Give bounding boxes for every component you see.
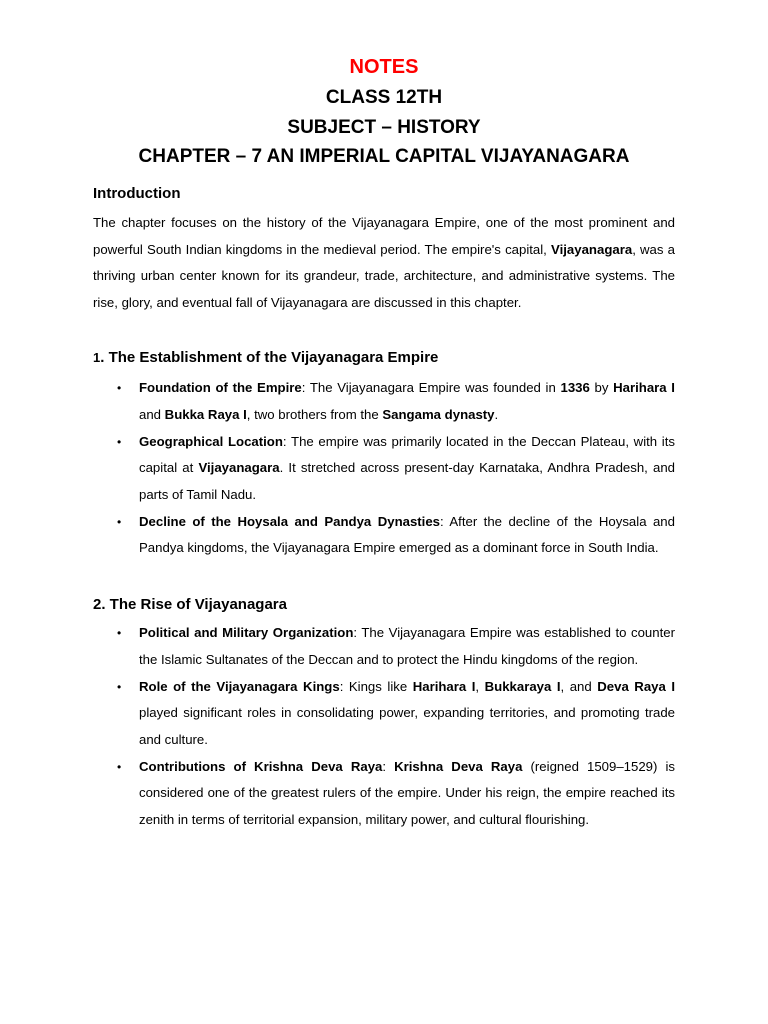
section1-heading-text: . The Establishment of the Vijayanagara Empire: [100, 349, 439, 366]
item-bold: Deva Raya I: [597, 678, 676, 694]
item-text: ,: [475, 678, 485, 694]
item-text: : The empire was primarily located in the Deccan Plateau, with its capital at: [139, 433, 675, 475]
intro-text-1: The chapter focuses on the history of the Vijayanagara Empire, one of the most prominent and powerful South Indian kingdoms in the medieval period. The empire's capital,: [93, 215, 675, 257]
item-text: played significant roles in consolidating power, expanding territories, and promoting trade and culture.: [139, 705, 675, 747]
bullet-icon: •: [117, 679, 122, 694]
section2-heading: 2. The Rise of Vijayanagara: [93, 596, 287, 613]
item-bold: Contributions of Krishna Deva Raya: [139, 758, 383, 774]
list-item: [117, 375, 675, 428]
intro-bold-capital: Vijayanagara: [551, 241, 633, 257]
class-title: CLASS 12TH: [325, 87, 443, 108]
item-text: : The Vijayanagara Empire was established to counter the Islamic Sultanates of the Deccan and to protect the Hindu kingdoms of the region.: [139, 625, 675, 667]
bullet-icon: •: [117, 759, 122, 774]
section1-number: 1: [93, 350, 101, 365]
list-item: [117, 674, 676, 754]
item-bold: Geographical Location: [139, 433, 283, 449]
item-bold: Foundation of the Empire: [139, 380, 302, 395]
section1-heading: [93, 348, 438, 368]
item-bold: Vijayanagara: [198, 460, 280, 475]
item-text: and: [139, 406, 165, 422]
bullet-icon: •: [117, 434, 122, 449]
item-bold: Bukka Raya I: [164, 406, 247, 422]
intro-paragraph: [93, 210, 675, 316]
intro-heading: Introduction: [93, 185, 181, 202]
item-bold: Decline of the Hoysala and Pandya Dynasties: [139, 513, 441, 529]
item-text: , two brothers from the: [246, 406, 383, 422]
item-bold: Harihara I: [613, 380, 675, 395]
section2-list: [117, 620, 676, 834]
item-bold: Bukkaraya I: [484, 678, 561, 694]
item-text: : Kings like: [339, 678, 413, 694]
item-bold: Krishna Deva Raya: [394, 758, 523, 774]
notes-title: NOTES: [349, 56, 419, 78]
item-bold: 1336: [560, 380, 590, 395]
item-text: :: [382, 758, 395, 774]
item-text: by: [589, 380, 614, 395]
item-bold: Role of the Vijayanagara Kings: [139, 678, 340, 694]
intro-text-2: , was a thriving urban center known for its grandeur, trade, architecture, and administrative systems. The rise, glory, and eventual fall of Vijayanagara are discussed in this chapter.: [93, 241, 675, 310]
subject-title: SUBJECT – HISTORY: [287, 117, 481, 138]
bullet-icon: •: [117, 514, 122, 529]
section1-list: [117, 375, 675, 562]
item-text: , and: [560, 678, 598, 694]
list-item: [117, 429, 675, 509]
bullet-icon: •: [117, 381, 122, 395]
item-text: : The Vijayanagara Empire was founded in: [301, 380, 561, 395]
chapter-title: CHAPTER – 7 AN IMPERIAL CAPITAL VIJAYANAGARA: [138, 146, 630, 167]
bullet-icon: •: [117, 626, 122, 640]
item-text: : After the decline of the Hoysala and Pandya kingdoms, the Vijayanagara Empire emerged as a dominant force in South India.: [139, 513, 675, 555]
item-text: .: [494, 406, 499, 422]
item-bold: Political and Military Organization: [139, 625, 354, 640]
item-bold: Harihara I: [412, 678, 476, 694]
list-item: [117, 509, 675, 562]
item-text: (reigned 1509–1529) is considered one of the greatest rulers of the empire. Under his reign, the empire reached its zenith in terms of territorial expansion, military power, and cultural flourishing.: [139, 758, 675, 827]
item-text: . It stretched across present-day Karnataka, Andhra Pradesh, and parts of Tamil Nadu.: [139, 460, 675, 502]
list-item: [117, 754, 675, 834]
item-bold: Sangama dynasty: [382, 406, 495, 422]
list-item: [117, 620, 675, 673]
